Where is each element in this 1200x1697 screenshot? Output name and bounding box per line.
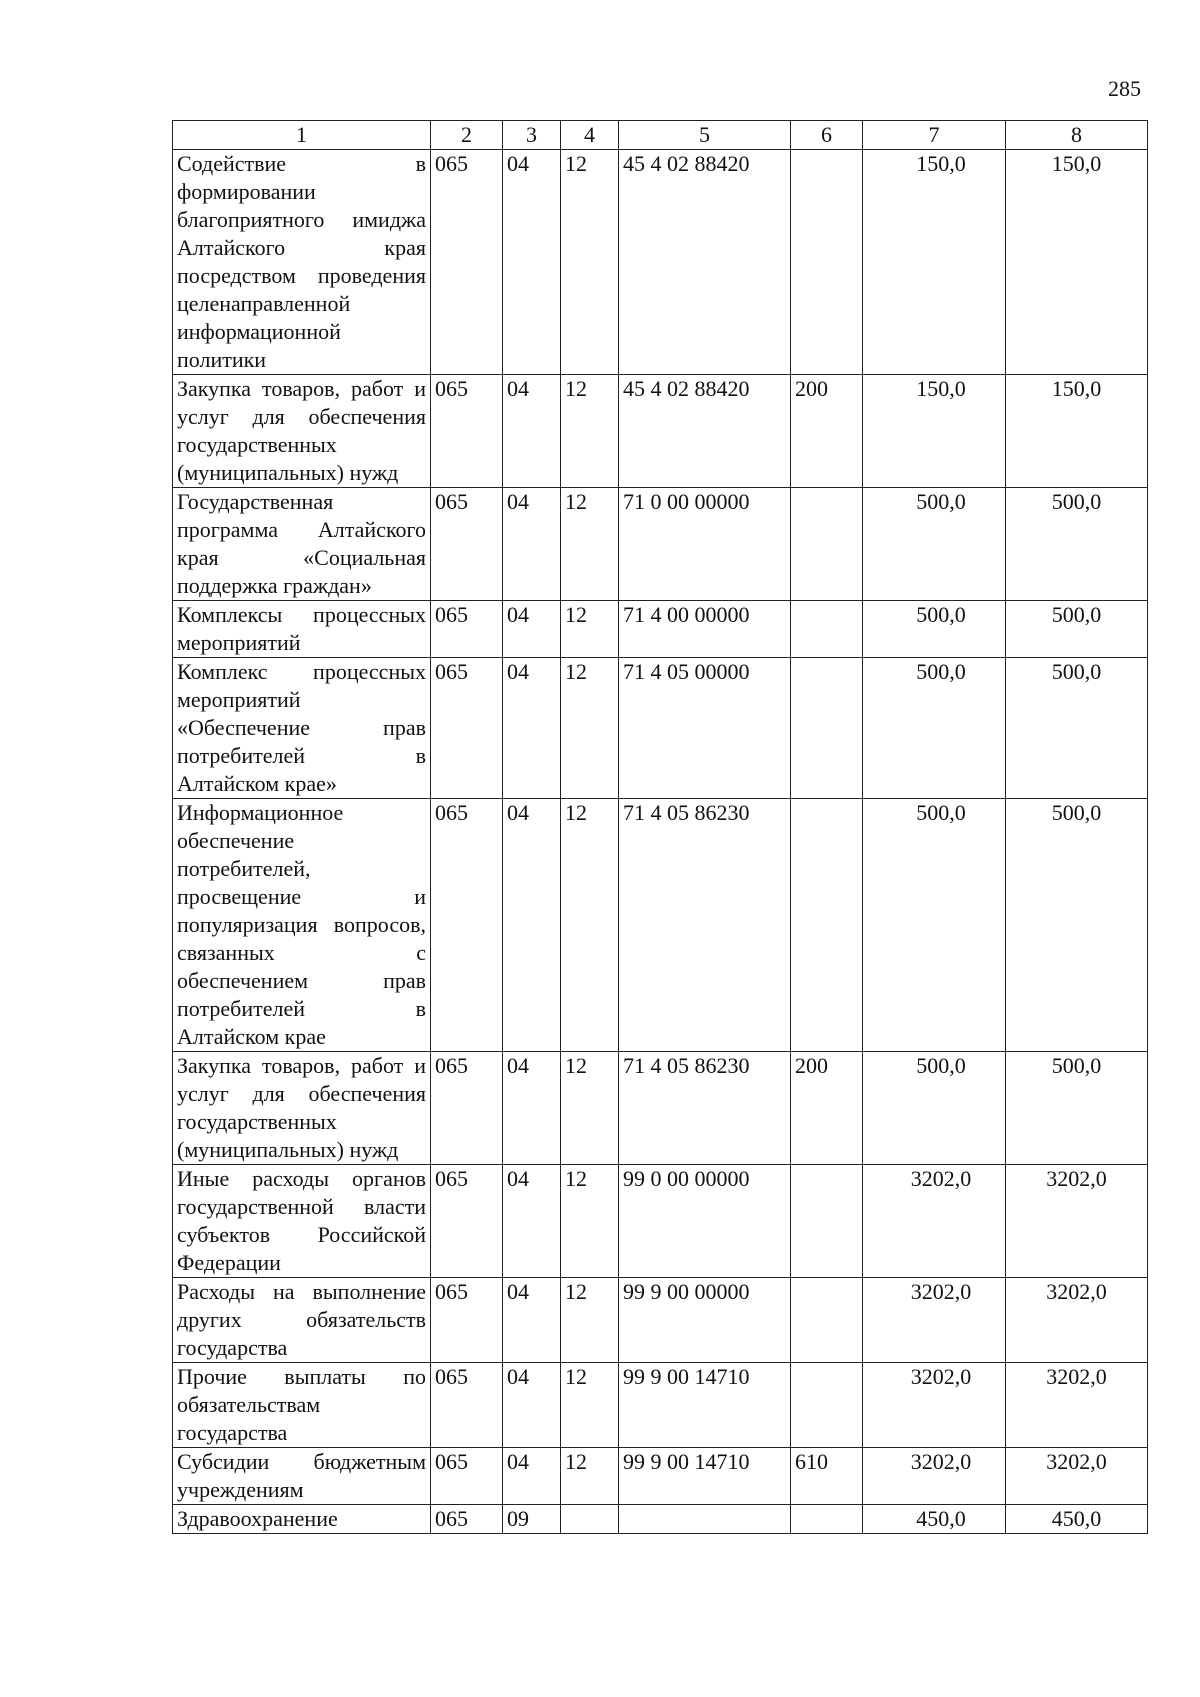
amount-year-2: 3202,0 (1006, 1165, 1148, 1278)
section-code: 04 (503, 601, 561, 658)
target-article-code: 71 4 05 86230 (619, 1052, 791, 1165)
ministry-code: 065 (431, 658, 503, 799)
column-header: 8 (1006, 121, 1148, 150)
ministry-code: 065 (431, 1052, 503, 1165)
ministry-code: 065 (431, 1448, 503, 1505)
column-header: 2 (431, 121, 503, 150)
budget-table (172, 120, 1148, 1534)
ministry-code: 065 (431, 601, 503, 658)
header-row (173, 121, 1148, 150)
column-header: 3 (503, 121, 561, 150)
target-article-code: 71 4 05 00000 (619, 658, 791, 799)
ministry-code: 065 (431, 1505, 503, 1534)
expense-name: Закупка товаров, работ и услуг для обеспечения государственных (муниципальных) нужд (173, 375, 431, 488)
ministry-code: 065 (431, 1278, 503, 1363)
target-article-code: 99 9 00 14710 (619, 1363, 791, 1448)
subsection-code: 12 (561, 601, 619, 658)
subsection-code: 12 (561, 1052, 619, 1165)
expense-name: Иные расходы органов государственной власти субъектов Российской Федерации (173, 1165, 431, 1278)
expense-name: Здравоохранение (173, 1505, 431, 1534)
amount-year-2: 500,0 (1006, 601, 1148, 658)
amount-year-2: 150,0 (1006, 150, 1148, 375)
table-row (173, 375, 1148, 488)
table-row (173, 1505, 1148, 1534)
table-body (173, 150, 1148, 1534)
table-row (173, 658, 1148, 799)
target-article-code: 45 4 02 88420 (619, 375, 791, 488)
expense-type-code (791, 488, 863, 601)
target-article-code: 71 4 00 00000 (619, 601, 791, 658)
table-header (173, 121, 1148, 150)
amount-year-1: 500,0 (863, 1052, 1006, 1165)
amount-year-2: 500,0 (1006, 658, 1148, 799)
ministry-code: 065 (431, 1165, 503, 1278)
section-code: 04 (503, 658, 561, 799)
target-article-code: 99 0 00 00000 (619, 1165, 791, 1278)
expense-type-code (791, 1505, 863, 1534)
amount-year-2: 3202,0 (1006, 1448, 1148, 1505)
column-header: 7 (863, 121, 1006, 150)
amount-year-1: 3202,0 (863, 1363, 1006, 1448)
amount-year-1: 150,0 (863, 150, 1006, 375)
amount-year-2: 450,0 (1006, 1505, 1148, 1534)
amount-year-2: 500,0 (1006, 799, 1148, 1052)
expense-type-code: 610 (791, 1448, 863, 1505)
expense-type-code: 200 (791, 375, 863, 488)
section-code: 04 (503, 1363, 561, 1448)
expense-name: Содействие в формировании благоприятного имиджа Алтайского края посредством проведения целенаправленной информационной политики (173, 150, 431, 375)
expense-name: Государственная программа Алтайского края «Социальная поддержка граждан» (173, 488, 431, 601)
amount-year-1: 3202,0 (863, 1165, 1006, 1278)
subsection-code: 12 (561, 1448, 619, 1505)
expense-type-code (791, 1278, 863, 1363)
subsection-code: 12 (561, 658, 619, 799)
amount-year-2: 500,0 (1006, 1052, 1148, 1165)
section-code: 04 (503, 1052, 561, 1165)
section-code: 04 (503, 799, 561, 1052)
expense-type-code (791, 601, 863, 658)
table-row (173, 1052, 1148, 1165)
amount-year-1: 450,0 (863, 1505, 1006, 1534)
table-row (173, 1448, 1148, 1505)
amount-year-2: 150,0 (1006, 375, 1148, 488)
section-code: 09 (503, 1505, 561, 1534)
section-code: 04 (503, 488, 561, 601)
section-code: 04 (503, 150, 561, 375)
target-article-code: 99 9 00 00000 (619, 1278, 791, 1363)
ministry-code: 065 (431, 799, 503, 1052)
amount-year-2: 3202,0 (1006, 1278, 1148, 1363)
amount-year-1: 3202,0 (863, 1448, 1006, 1505)
amount-year-1: 500,0 (863, 799, 1006, 1052)
table-row (173, 799, 1148, 1052)
expense-name: Информационное обеспечение потребителей, просвещение и популяризация вопросов, связанных с обеспечением прав потребителей в Алтайском крае (173, 799, 431, 1052)
expense-name: Прочие выплаты по обязательствам государства (173, 1363, 431, 1448)
subsection-code: 12 (561, 488, 619, 601)
subsection-code: 12 (561, 1165, 619, 1278)
table-row (173, 1278, 1148, 1363)
expense-name: Комплекс процессных мероприятий «Обеспечение прав потребителей в Алтайском крае» (173, 658, 431, 799)
ministry-code: 065 (431, 1363, 503, 1448)
ministry-code: 065 (431, 150, 503, 375)
table-row (173, 1165, 1148, 1278)
expense-type-code (791, 658, 863, 799)
target-article-code: 45 4 02 88420 (619, 150, 791, 375)
subsection-code: 12 (561, 1363, 619, 1448)
target-article-code: 99 9 00 14710 (619, 1448, 791, 1505)
subsection-code: 12 (561, 1278, 619, 1363)
expense-type-code (791, 1165, 863, 1278)
section-code: 04 (503, 1278, 561, 1363)
table-row (173, 1363, 1148, 1448)
expense-name: Субсидии бюджетным учреждениям (173, 1448, 431, 1505)
expense-type-code (791, 150, 863, 375)
expense-type-code: 200 (791, 1052, 863, 1165)
amount-year-1: 500,0 (863, 488, 1006, 601)
expense-type-code (791, 1363, 863, 1448)
subsection-code (561, 1505, 619, 1534)
page-number: 285 (1108, 76, 1141, 101)
table-row (173, 601, 1148, 658)
section-code: 04 (503, 375, 561, 488)
subsection-code: 12 (561, 150, 619, 375)
table-row (173, 488, 1148, 601)
amount-year-1: 3202,0 (863, 1278, 1006, 1363)
column-header: 5 (619, 121, 791, 150)
amount-year-2: 500,0 (1006, 488, 1148, 601)
expense-name: Закупка товаров, работ и услуг для обеспечения государственных (муниципальных) нужд (173, 1052, 431, 1165)
ministry-code: 065 (431, 488, 503, 601)
ministry-code: 065 (431, 375, 503, 488)
amount-year-1: 500,0 (863, 658, 1006, 799)
amount-year-2: 3202,0 (1006, 1363, 1148, 1448)
expense-type-code (791, 799, 863, 1052)
amount-year-1: 150,0 (863, 375, 1006, 488)
target-article-code: 71 4 05 86230 (619, 799, 791, 1052)
section-code: 04 (503, 1448, 561, 1505)
column-header: 1 (173, 121, 431, 150)
expense-name: Расходы на выполнение других обязательств государства (173, 1278, 431, 1363)
amount-year-1: 500,0 (863, 601, 1006, 658)
column-header: 6 (791, 121, 863, 150)
table-row (173, 150, 1148, 375)
target-article-code (619, 1505, 791, 1534)
subsection-code: 12 (561, 799, 619, 1052)
subsection-code: 12 (561, 375, 619, 488)
column-header: 4 (561, 121, 619, 150)
section-code: 04 (503, 1165, 561, 1278)
target-article-code: 71 0 00 00000 (619, 488, 791, 601)
expense-name: Комплексы процессных мероприятий (173, 601, 431, 658)
